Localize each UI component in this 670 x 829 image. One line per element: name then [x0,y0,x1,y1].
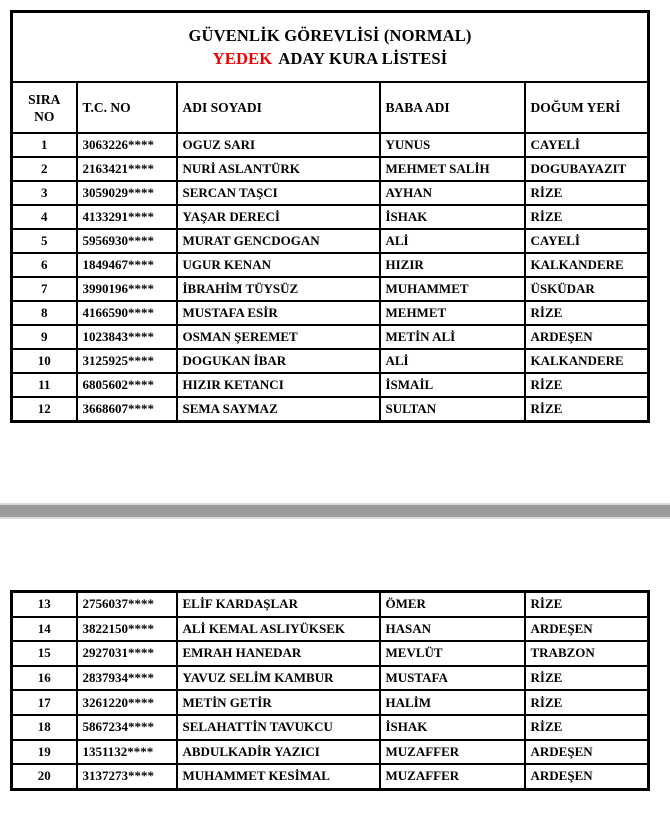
table-row [12,325,649,349]
cell-tc-no: 2837934**** [77,666,177,691]
cell-sira-no: 5 [12,229,77,253]
cell-tc-no: 1023843**** [77,325,177,349]
table-row [12,715,649,740]
cell-tc-no: 2927031**** [77,641,177,666]
cell-baba-adi: AYHAN [380,181,525,205]
column-header-tc-no: T.C. NO [77,82,177,133]
cell-baba-adi: MEHMET SALİH [380,157,525,181]
cell-adi-soyadi: DOGUKAN İBAR [177,349,380,373]
cell-adi-soyadi: MUSTAFA ESİR [177,301,380,325]
table-row [12,764,649,789]
cell-dogum-yeri: DOGUBAYAZIT [525,157,649,181]
cell-adi-soyadi: OGUZ SARI [177,133,380,157]
cell-tc-no: 3137273**** [77,764,177,789]
cell-baba-adi: METİN ALİ [380,325,525,349]
cell-dogum-yeri: CAYELİ [525,229,649,253]
cell-adi-soyadi: MURAT GENCDOGAN [177,229,380,253]
cell-baba-adi: HIZIR [380,253,525,277]
cell-sira-no: 4 [12,205,77,229]
table-row [12,349,649,373]
cell-baba-adi: MUHAMMET [380,277,525,301]
cell-adi-soyadi: YAVUZ SELİM KAMBUR [177,666,380,691]
cell-tc-no: 3668607**** [77,397,177,422]
cell-dogum-yeri: RİZE [525,373,649,397]
table-row [12,181,649,205]
cell-baba-adi: HALİM [380,690,525,715]
cell-baba-adi: MUSTAFA [380,666,525,691]
cell-sira-no: 7 [12,277,77,301]
cell-sira-no: 9 [12,325,77,349]
table-row [12,592,649,617]
table-row [12,229,649,253]
cell-tc-no: 3822150**** [77,617,177,642]
cell-sira-no: 2 [12,157,77,181]
cell-dogum-yeri: KALKANDERE [525,349,649,373]
cell-dogum-yeri: RİZE [525,690,649,715]
table-title-row [12,12,649,83]
cell-adi-soyadi: YAŞAR DERECİ [177,205,380,229]
cell-dogum-yeri: RİZE [525,666,649,691]
cell-adi-soyadi: HIZIR KETANCI [177,373,380,397]
cell-dogum-yeri: ARDEŞEN [525,325,649,349]
cell-tc-no: 3059029**** [77,181,177,205]
cell-baba-adi: ALİ [380,229,525,253]
cell-sira-no: 8 [12,301,77,325]
cell-tc-no: 5867234**** [77,715,177,740]
cell-tc-no: 2756037**** [77,592,177,617]
cell-dogum-yeri: CAYELİ [525,133,649,157]
title-yedek-highlight: YEDEK [212,49,273,68]
cell-adi-soyadi: ALİ KEMAL ASLIYÜKSEK [177,617,380,642]
table-row [12,373,649,397]
cell-dogum-yeri: KALKANDERE [525,253,649,277]
cell-dogum-yeri: RİZE [525,301,649,325]
cell-baba-adi: ALİ [380,349,525,373]
cell-sira-no: 17 [12,690,77,715]
cell-tc-no: 4133291**** [77,205,177,229]
column-header-baba-adi: BABA ADI [380,82,525,133]
cell-dogum-yeri: ÜSKÜDAR [525,277,649,301]
cell-baba-adi: İSMAİL [380,373,525,397]
cell-dogum-yeri: ARDEŞEN [525,764,649,789]
cell-dogum-yeri: RİZE [525,715,649,740]
cell-dogum-yeri: TRABZON [525,641,649,666]
cell-sira-no: 1 [12,133,77,157]
table-row [12,666,649,691]
cell-sira-no: 11 [12,373,77,397]
document-title [12,12,649,83]
cell-adi-soyadi: UGUR KENAN [177,253,380,277]
cell-dogum-yeri: RİZE [525,397,649,422]
table-row [12,301,649,325]
table-row [12,253,649,277]
cell-dogum-yeri: ARDEŞEN [525,740,649,765]
cell-tc-no: 3261220**** [77,690,177,715]
cell-sira-no: 20 [12,764,77,789]
page-separator-bar [0,505,670,517]
cell-adi-soyadi: NURİ ASLANTÜRK [177,157,380,181]
cell-adi-soyadi: SELAHATTİN TAVUKCU [177,715,380,740]
cell-sira-no: 16 [12,666,77,691]
cell-tc-no: 1351132**** [77,740,177,765]
table-row [12,641,649,666]
cell-adi-soyadi: ABDULKADİR YAZICI [177,740,380,765]
table-row [12,617,649,642]
cell-tc-no: 4166590**** [77,301,177,325]
cell-sira-no: 18 [12,715,77,740]
column-header-dogum-yeri: DOĞUM YERİ [525,82,649,133]
table-row [12,690,649,715]
table-row [12,740,649,765]
cell-tc-no: 3125925**** [77,349,177,373]
column-header-sira-no: SIRA NO [12,82,77,133]
cell-tc-no: 5956930**** [77,229,177,253]
table-row [12,397,649,422]
table-row [12,277,649,301]
pdf-page-1 [10,10,650,423]
cell-baba-adi: ÖMER [380,592,525,617]
cell-dogum-yeri: RİZE [525,592,649,617]
cell-sira-no: 15 [12,641,77,666]
column-header-adi-soyadi: ADI SOYADI [177,82,380,133]
cell-baba-adi: MUZAFFER [380,764,525,789]
cell-adi-soyadi: ELİF KARDAŞLAR [177,592,380,617]
cell-tc-no: 3990196**** [77,277,177,301]
cell-sira-no: 10 [12,349,77,373]
table-row [12,157,649,181]
cell-dogum-yeri: RİZE [525,181,649,205]
table-row [12,133,649,157]
title-line-2-rest: ADAY KURA LİSTESİ [278,49,448,68]
cell-adi-soyadi: İBRAHİM TÜYSÜZ [177,277,380,301]
pdf-page-2 [10,590,650,791]
cell-adi-soyadi: SEMA SAYMAZ [177,397,380,422]
kura-table-page-1 [10,10,650,423]
cell-baba-adi: YUNUS [380,133,525,157]
table-header-row [12,82,649,133]
cell-sira-no: 14 [12,617,77,642]
cell-baba-adi: İSHAK [380,715,525,740]
kura-table-page-2 [10,590,650,791]
cell-adi-soyadi: SERCAN TAŞCI [177,181,380,205]
cell-dogum-yeri: RİZE [525,205,649,229]
cell-baba-adi: İSHAK [380,205,525,229]
cell-adi-soyadi: OSMAN ŞEREMET [177,325,380,349]
cell-adi-soyadi: EMRAH HANEDAR [177,641,380,666]
cell-tc-no: 6805602**** [77,373,177,397]
cell-baba-adi: MEVLÜT [380,641,525,666]
cell-adi-soyadi: MUHAMMET KESİMAL [177,764,380,789]
cell-baba-adi: MUZAFFER [380,740,525,765]
cell-sira-no: 19 [12,740,77,765]
title-line-1: GÜVENLİK GÖREVLİSİ (NORMAL) [188,26,472,45]
cell-tc-no: 2163421**** [77,157,177,181]
cell-baba-adi: HASAN [380,617,525,642]
cell-sira-no: 13 [12,592,77,617]
cell-sira-no: 6 [12,253,77,277]
cell-baba-adi: MEHMET [380,301,525,325]
cell-sira-no: 12 [12,397,77,422]
cell-tc-no: 3063226**** [77,133,177,157]
title-line-2 [14,47,646,70]
cell-adi-soyadi: METİN GETİR [177,690,380,715]
table-row [12,205,649,229]
cell-tc-no: 1849467**** [77,253,177,277]
cell-baba-adi: SULTAN [380,397,525,422]
cell-sira-no: 3 [12,181,77,205]
cell-dogum-yeri: ARDEŞEN [525,617,649,642]
